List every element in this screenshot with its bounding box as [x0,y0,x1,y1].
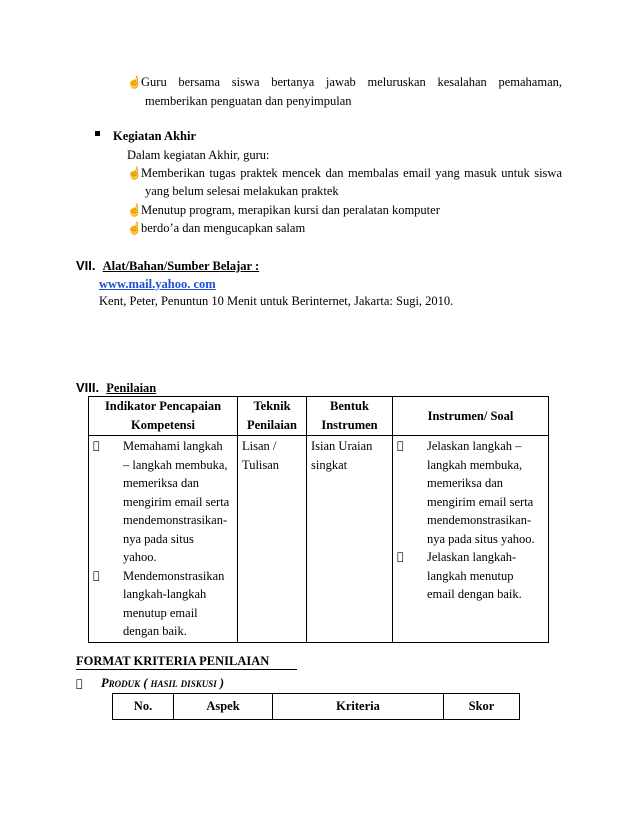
kegiatan-akhir-item-1-cont: yang belum selesai melakukan praktek [145,184,339,198]
section-viii-title: Penilaian [106,381,157,395]
indikator-1-line: nya pada situs [123,531,194,546]
indikator-2-line: Mendemonstrasikan [123,568,225,583]
yahoo-mail-link[interactable]: www.mail.yahoo. com [99,277,216,291]
header-teknik-line1: Teknik [253,399,291,413]
header-indikator-line1: Indikator Pencapaian [104,399,222,413]
produk-row [76,674,224,693]
indikator-1-line: memeriksa dan [123,476,200,490]
produk-label: Produk ( hasil diskusi ) [101,676,224,690]
instrumen-1-line: Jelaskan langkah – [427,439,522,453]
format-kriteria-title [76,653,297,670]
section-viii-heading [76,379,156,397]
instrumen-1-line: memeriksa dan [427,476,504,490]
indikator-2-line: dengan baik. [123,624,187,638]
indikator-2-line: menutup email [123,605,198,620]
kegiatan-akhir-heading: Kegiatan Akhir [113,129,196,143]
kegiatan-akhir-item-2 [127,201,440,219]
bentuk-line: singkat [311,457,348,472]
bentuk-line: Isian Uraian [311,439,373,453]
header-bentuk-line2: Instrumen [321,418,378,432]
penilaian-table [88,396,549,643]
list-item [93,437,233,567]
missing-glyph-box-icon [76,675,101,693]
kegiatan-akhir-item-3-label: berdo’a dan mengucapkan salam [141,221,306,235]
indikator-cell [89,436,238,643]
header-no: No. [113,694,174,720]
instrumen-2-line: email dengan baik. [427,587,522,601]
kegiatan-akhir-intro: Dalam kegiatan Akhir, guru: [127,148,270,162]
hand-pointer-icon: ☝ [127,221,142,235]
header-bentuk [307,397,393,436]
instrumen-2-line: langkah menutup [427,568,514,583]
indikator-1-line: mengirim email serta [123,494,230,509]
header-teknik [238,397,307,436]
indikator-1-line: mendemonstrasikan- [123,513,228,527]
teknik-line: Lisan / [242,439,277,453]
closing-item-1-cont: memberikan penguatan dan penyimpulan [145,94,352,108]
square-bullet-icon [95,131,100,136]
kegiatan-akhir-item-1 [127,164,562,182]
header-teknik-line2: Penilaian [246,418,297,432]
missing-glyph-box-icon [93,437,123,567]
header-skor: Skor [444,694,520,720]
hand-pointer-icon: ☝ [127,203,142,217]
teknik-line: Tulisan [242,457,280,472]
indikator-2-line: langkah-langkah [123,587,207,601]
indikator-1-line: – langkah membuka, [123,457,228,472]
indikator-1-line: yahoo. [123,550,157,564]
hand-pointer-icon: ☝ [127,166,142,180]
header-aspek: Aspek [174,694,273,720]
list-item [397,437,544,548]
list-item [93,567,233,641]
missing-glyph-box-icon [397,548,427,604]
header-kriteria: Kriteria [273,694,444,720]
section-viii-number: VIII. [76,380,100,395]
section-vii-reference: Kent, Peter, Penuntun 10 Menit untuk Berinternet, Jakarta: Sugi, 2010. [99,294,454,308]
instrumen-1-line: mendemonstrasikan- [427,513,532,527]
missing-glyph-box-icon [93,567,123,641]
teknik-cell [238,436,307,643]
closing-item-1 [127,73,562,91]
format-kriteria-title-text: FORMAT KRITERIA PENILAIAN [76,654,270,668]
header-bentuk-line1: Bentuk [330,399,369,413]
kriteria-table [112,693,520,720]
instrumen-1-line: langkah membuka, [427,457,523,472]
section-vii-heading [76,257,259,275]
section-vii-number: VII. [76,258,96,273]
header-instrumen: Instrumen/ Soal [393,397,549,436]
missing-glyph-box-icon [397,437,427,548]
kegiatan-akhir-item-1-line1: Memberikan tugas praktek mencek dan membalas email yang masuk untuk siswa [141,166,562,180]
header-indikator [89,397,238,436]
instrumen-1-line: mengirim email serta [427,494,534,509]
bentuk-cell [307,436,393,643]
instrumen-cell [393,436,549,643]
closing-item-1-line1: Guru bersama siswa bertanya jawab meluruskan kesalahan pemahaman, [141,75,562,89]
kegiatan-akhir-item-3 [127,219,305,237]
list-item [397,548,544,604]
indikator-1-line: Memahami langkah [123,439,223,453]
instrumen-2-line: Jelaskan langkah- [427,550,517,564]
header-indikator-line2: Kompetensi [131,418,195,432]
instrumen-1-line: nya pada situs yahoo. [427,531,535,546]
hand-pointer-icon: ☝ [127,75,142,89]
section-vii-title: Alat/Bahan/Sumber Belajar : [102,259,260,273]
kegiatan-akhir-item-2-label: Menutup program, merapikan kursi dan peralatan komputer [141,203,440,217]
